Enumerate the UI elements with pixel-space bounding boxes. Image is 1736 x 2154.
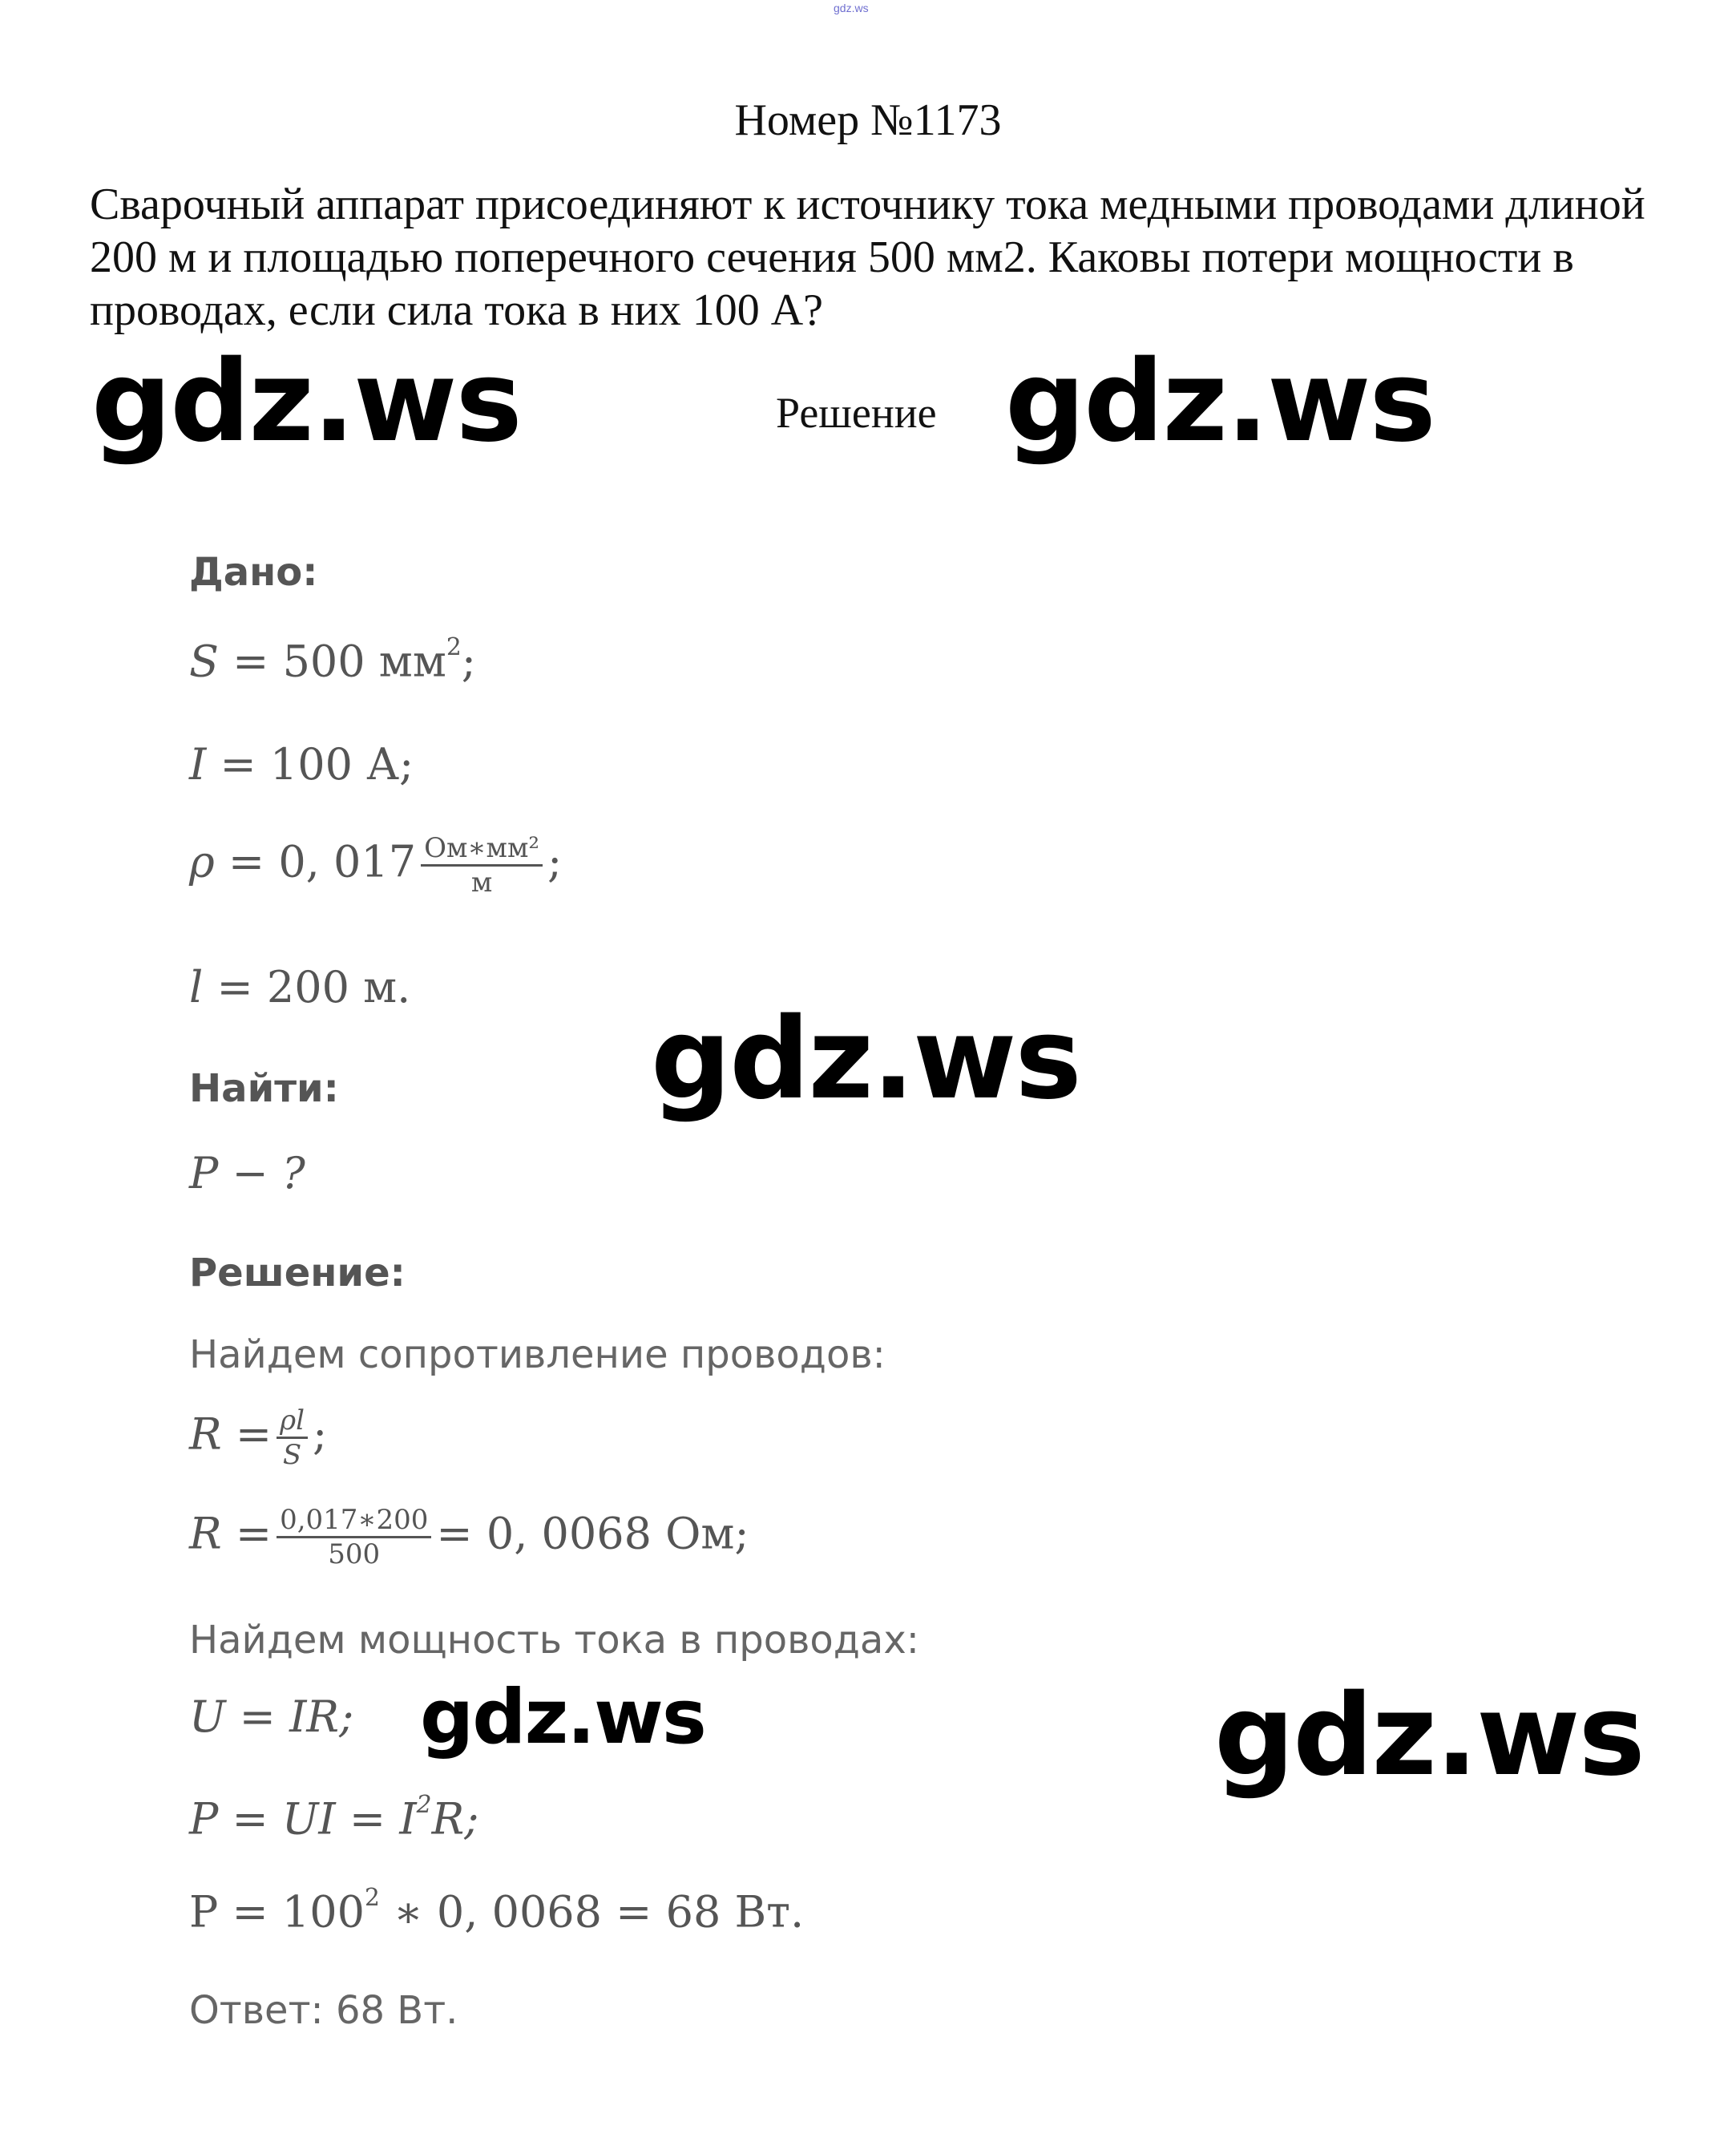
resistivity-value: = 0, 017 [214,836,417,887]
given-label: Дано: [189,550,318,595]
power-formula-end: R; [431,1793,479,1845]
problem-statement: Сварочный аппарат присоединяют к источнику тока медными проводами длиной 200 м и площадью поперечного сечения 500 мм2. Каковы потери мощности в проводах, если сила тока в них 100 А? [90,180,1645,335]
fraction-numerator: 0,017∗200 [277,1504,431,1538]
power-formula [189,1791,478,1845]
resistance-lhs: R = [189,1408,273,1460]
page-title: Номер №1173 [734,95,1002,145]
power-calculation [189,1884,804,1938]
watermark-logo: gdz.ws [91,337,521,467]
fraction-numerator: Ом∗мм² [421,832,543,867]
given-length [189,962,410,1012]
solution-label: Решение: [189,1251,406,1295]
solution-heading: Решение [776,389,937,437]
power-calc-exponent: 2 [364,1884,380,1912]
calc-lhs: R = [189,1508,273,1559]
voltage-formula: U = IR; [189,1691,354,1742]
power-calc-end: ∗ 0, 0068 = 68 Вт. [379,1886,805,1938]
watermark-logo: gdz.ws [420,1674,705,1761]
top-watermark: gdz.ws [834,2,869,14]
watermark-logo: gdz.ws [651,994,1080,1125]
watermark-logo: gdz.ws [1005,337,1435,467]
resistance-fraction [277,1404,308,1471]
fraction-denominator: S [282,1439,302,1471]
power-exponent: 2 [416,1791,432,1819]
answer: Ответ: 68 Вт. [189,1988,458,2033]
length-value: = 200 м. [203,962,411,1012]
var-l: l [189,962,204,1012]
fraction-denominator: м [470,867,493,899]
area-end: ; [461,636,476,687]
resistance-calculation [189,1504,749,1570]
step-1-text: Найдем сопротивление проводов: [189,1332,886,1377]
watermark-logo: gdz.ws [1214,1671,1644,1801]
fraction-numerator: ρl [277,1404,308,1439]
area-exponent: 2 [446,633,462,661]
step-2-text: Найдем мощность тока в проводах: [189,1618,919,1663]
calc-result: = 0, 0068 Ом; [436,1508,749,1559]
current-value: = 100 А; [206,739,414,790]
resistivity-end: ; [547,836,563,887]
find-value: P − ? [189,1148,305,1198]
power-formula-start: P = UI = I [189,1793,417,1845]
var-s: S [189,636,219,687]
resistance-end: ; [312,1408,328,1460]
area-value: = 500 мм [219,636,446,687]
resistivity-unit-fraction [421,832,543,899]
var-rho: ρ [189,836,215,887]
fraction-denominator: 500 [328,1538,381,1570]
power-calc-start: P = 100 [189,1886,365,1938]
given-resistivity [189,832,562,899]
given-current [189,739,414,790]
find-label: Найти: [189,1066,339,1111]
calc-fraction [277,1504,431,1570]
var-i: I [189,739,207,790]
given-area [189,633,476,687]
resistance-formula [189,1404,327,1471]
